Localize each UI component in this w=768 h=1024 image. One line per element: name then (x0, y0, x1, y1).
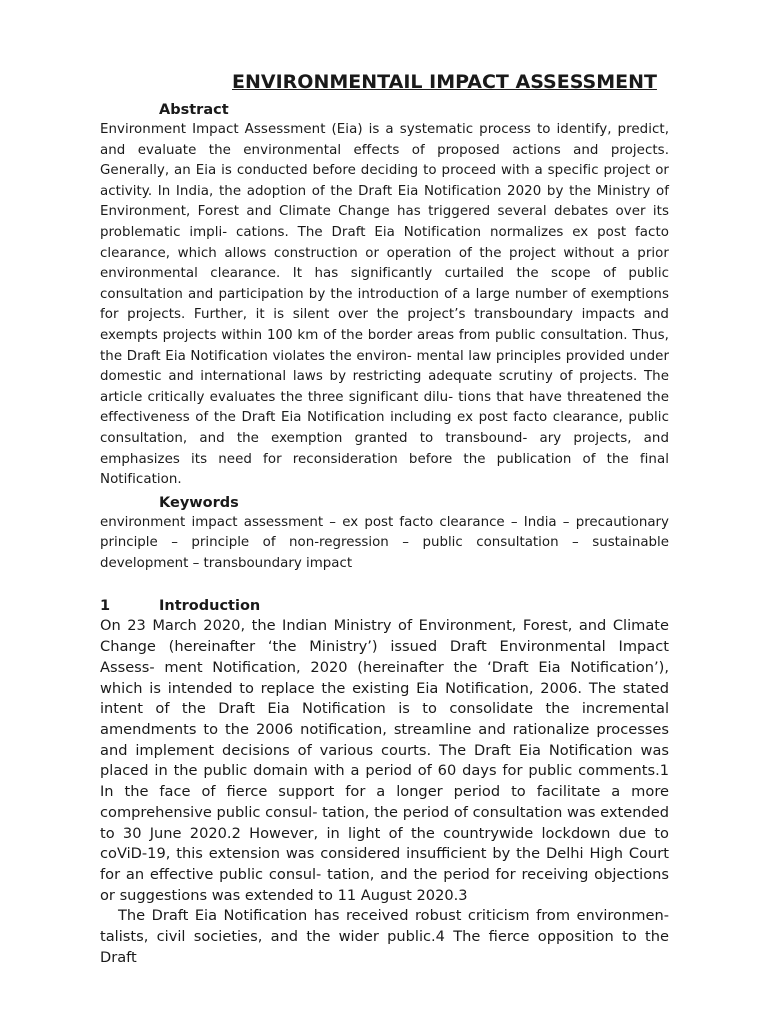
section-heading (100, 596, 669, 616)
keywords-text: environment impact assessment – ex post facto clearance – India – precautionary principle – principle of non-regression – public consultation – sustainable development – transboundary impact (100, 514, 669, 571)
keywords-heading: Keywords (159, 494, 239, 511)
document-page (100, 68, 669, 968)
abstract-text: Environment Impact Assessment (Eia) is a systematic process to identify, predict, and evaluate the environmental effects of proposed actions and projects. Generally, an Eia is conducted before deciding to proceed with a specific project or activity. In India, the adoption of the Draft Eia Notification 2020 by the Ministry of Environment, Forest and Climate Change has triggered several debates over its problematic impli- cations. The Draft Eia Notification normalizes ex post facto clearance, which allows construction or operation of the project without a prior environmental clearance. It has significantly curtailed the scope of public consultation and participation by the introduction of a large number of exemptions for projects. Further, it is silent over the project’s transboundary impacts and exempts projects within 100 km of the border areas from public consultation. Thus, the Draft Eia Notification violates the environ- mental law principles provided under domestic and international laws by restricting adequate scrutiny of projects. The article critically evaluates the three significant dilu- tions that have threatened the effectiveness of the Draft Eia Notification including ex post facto clearance, public consultation, and the exemption granted to transbound- ary projects, and emphasizes its need for reconsideration before the publication of the final Notification. (100, 122, 669, 488)
abstract-heading: Abstract (159, 102, 229, 118)
intro-paragraph: On 23 March 2020, the Indian Ministry of Environment, Forest, and Climate Change (hereinafter ‘the Ministry’) issued Draft Environmental Impact Assess- ment Notification, 2020 (hereinafter the ‘Draft Eia Notification’), which is intended to replace the existing Eia Notification, 2006. The stated intent of the Draft Eia Notification is to consolidate the incremental amendments to the 2006 notification, streamline and rationalize processes and implement decisions of various courts. The Draft Eia Notification was placed in the public domain with a period of 60 days for public comments.1 In the face of fierce support for a longer period to facilitate a more comprehensive public consul- tation, the period of consultation was extended to 30 June 2020.2 However, in light of the countrywide lockdown due to coViD-19, this extension was considered insufficient by the Delhi High Court for an effective public consul- tation, and the period for receiving objections or suggestions was extended to 11 August 2020.3 (100, 617, 669, 904)
section-number: 1 (100, 598, 111, 615)
section-title: Introduction (159, 598, 261, 615)
intro-paragraph: The Draft Eia Notification has received robust criticism from environmen- talists, civil societies, and the wider public.4 The fierce opposition to the Draft (100, 907, 669, 966)
document-title: ENVIRONMENTAIL IMPACT ASSESSMENT (232, 71, 657, 93)
